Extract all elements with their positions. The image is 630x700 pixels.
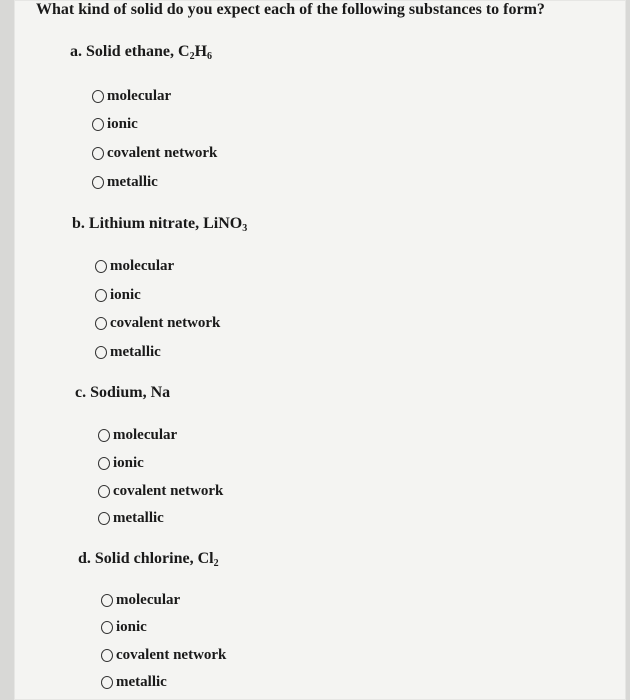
option-a-molecular[interactable] [92,86,171,106]
option-d-molecular[interactable] [101,590,180,610]
option-a-ionic[interactable] [92,114,138,134]
option-a-metallic[interactable] [92,172,158,192]
radio-circle-icon[interactable] [98,457,110,470]
question-c-title [75,384,170,402]
question-d-subscript-1: 2 [213,558,219,569]
radio-circle-icon[interactable] [95,346,107,359]
radio-circle-icon[interactable] [101,621,113,634]
radio-circle-icon[interactable] [95,260,107,273]
radio-circle-icon[interactable] [95,289,107,302]
option-c-covalent-network[interactable] [98,481,223,501]
question-b-title-text: b. Lithium nitrate, LiNO [72,215,243,232]
question-c-title-text: c. Sodium, Na [75,384,171,401]
option-label: ionic [107,115,138,132]
option-label: ionic [113,454,144,471]
option-label: molecular [113,426,178,443]
option-b-covalent-network[interactable] [95,313,220,333]
radio-circle-icon[interactable] [98,512,110,525]
question-a-subscript-2: 6 [207,51,213,62]
question-b-title [72,215,247,233]
question-d-title-text: d. Solid chlorine, Cl [78,550,214,567]
option-c-ionic[interactable] [98,453,144,473]
option-label: ionic [110,286,141,303]
radio-circle-icon[interactable] [92,176,104,189]
option-b-molecular[interactable] [95,256,174,276]
question-b-subscript-1: 3 [242,223,248,234]
option-label: metallic [116,673,167,690]
option-label: covalent network [116,646,227,663]
option-c-metallic[interactable] [98,508,164,528]
option-label: molecular [116,591,181,608]
radio-circle-icon[interactable] [95,317,107,330]
option-d-metallic[interactable] [101,672,167,692]
radio-circle-icon[interactable] [92,118,104,131]
option-b-metallic[interactable] [95,342,161,362]
question-a-title-text: a. Solid ethane, C [70,43,190,60]
option-d-covalent-network[interactable] [101,645,226,665]
option-label: covalent network [110,314,221,331]
option-c-molecular[interactable] [98,425,177,445]
question-a-title-mid: H [194,43,208,60]
question-a-title [70,43,212,61]
question-d-title [78,550,219,568]
option-label: molecular [110,257,175,274]
option-label: metallic [107,173,158,190]
radio-circle-icon[interactable] [101,594,113,607]
option-label: metallic [110,343,161,360]
question-a-subscript-1: 2 [189,51,195,62]
radio-circle-icon[interactable] [101,676,113,689]
radio-circle-icon[interactable] [92,147,104,160]
radio-circle-icon[interactable] [101,649,113,662]
radio-circle-icon[interactable] [92,90,104,103]
option-label: ionic [116,618,147,635]
option-label: covalent network [107,144,218,161]
prompt-text: What kind of solid do you expect each of the following substances to form? [36,1,545,18]
option-d-ionic[interactable] [101,617,147,637]
radio-circle-icon[interactable] [98,485,110,498]
option-a-covalent-network[interactable] [92,143,217,163]
question-sheet [14,0,626,700]
radio-circle-icon[interactable] [98,429,110,442]
option-label: metallic [113,509,164,526]
option-b-ionic[interactable] [95,285,141,305]
option-label: covalent network [113,482,224,499]
option-label: molecular [107,87,172,104]
